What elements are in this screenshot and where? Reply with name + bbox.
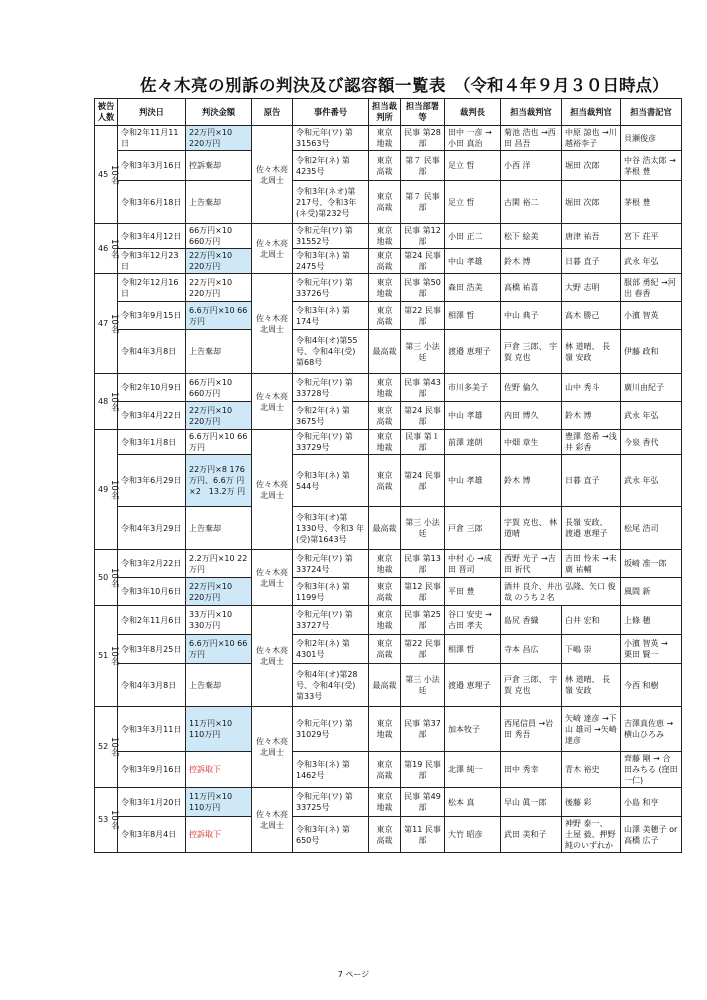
defendant-count: 10名 xyxy=(109,238,120,259)
judge-1: 田中 秀幸 xyxy=(501,752,562,788)
presiding-judge: 森田 浩美 xyxy=(445,274,501,302)
department: 第７ 民事部 xyxy=(401,181,445,224)
judge-1: 古閑 裕二 xyxy=(501,181,562,224)
court-name: 東京 高裁 xyxy=(369,302,401,330)
judge-1: 中畑 章生 xyxy=(501,430,562,455)
judge-2: 青木 裕史 xyxy=(562,752,621,788)
page-title: 佐々木亮の別訴の判決及び認容額一覧表 xyxy=(140,76,446,95)
court-clerk: 武永 年弘 xyxy=(621,455,682,507)
court-name: 東京 高裁 xyxy=(369,635,401,664)
group-number-label: 48 xyxy=(98,396,109,406)
case-number: 令和元年(ワ) 第31563号 xyxy=(293,126,369,151)
plaintiff: 佐々木亮 北周士 xyxy=(252,788,293,853)
case-number: 令和3年(ネ) 第544号 xyxy=(293,455,369,507)
department: 第11 民事部 xyxy=(401,817,445,853)
header-court: 担当裁判所 xyxy=(369,99,401,126)
presiding-judge: 加本牧子 xyxy=(445,707,501,752)
table-row xyxy=(95,302,682,330)
department: 民事 第１部 xyxy=(401,430,445,455)
judge-1: 松下 絵美 xyxy=(501,224,562,249)
department: 民事 第12部 xyxy=(401,224,445,249)
court-clerk: 中谷 浩太郎 →茅根 豊 xyxy=(621,151,682,181)
department: 民事 第37部 xyxy=(401,707,445,752)
judgment-date: 令和3年4月22日 xyxy=(118,402,186,430)
judgment-amount: 6.6万円×10 66万円 xyxy=(186,635,252,664)
department: 第24 民事部 xyxy=(401,402,445,430)
table-row xyxy=(95,788,682,817)
judgment-amount: 2.2万円×10 22万円 xyxy=(186,550,252,578)
judge-1: 寺本 昌広 xyxy=(501,635,562,664)
header-defendant-count: 被告人数 xyxy=(95,99,118,126)
table-row xyxy=(95,374,682,402)
court-name: 東京 地裁 xyxy=(369,274,401,302)
group-number-label: 51 xyxy=(98,651,109,661)
group-number-label: 50 xyxy=(98,572,109,582)
judgment-amount: 22万円×10 220万円 xyxy=(186,274,252,302)
group-number xyxy=(95,224,118,274)
plaintiff: 佐々木亮 北周士 xyxy=(252,550,293,606)
defendant-count: 10名 xyxy=(109,567,120,588)
department: 第22 民事部 xyxy=(401,635,445,664)
department: 第12 民事部 xyxy=(401,578,445,606)
judgment-amount: 控訴取下 xyxy=(186,817,252,853)
presiding-judge: 渡邉 恵理子 xyxy=(445,330,501,374)
judgment-date: 令和3年2月22日 xyxy=(118,550,186,578)
judgment-date: 令和4年3月29日 xyxy=(118,507,186,550)
court-clerk: 山澤 美穂子 or高橋 広子 xyxy=(621,817,682,853)
department: 第24 民事部 xyxy=(401,455,445,507)
judgment-amount: 22万円×10 220万円 xyxy=(186,402,252,430)
header-judge-1: 担当裁判官 xyxy=(501,99,562,126)
group-number-label: 46 xyxy=(98,243,109,253)
court-clerk: 武永 年弘 xyxy=(621,249,682,274)
header-judge-2: 担当裁判官 xyxy=(562,99,621,126)
court-clerk: 松尾 浩司 xyxy=(621,507,682,550)
table-row xyxy=(95,330,682,374)
judgment-date: 令和3年9月15日 xyxy=(118,302,186,330)
court-name: 東京 地裁 xyxy=(369,606,401,635)
court-clerk: 小濱 智英 → 栗田 賢一 xyxy=(621,635,682,664)
table-row xyxy=(95,550,682,578)
header-judgment-date: 判決日 xyxy=(118,99,186,126)
judgment-date: 令和3年4月12日 xyxy=(118,224,186,249)
header-row xyxy=(95,99,682,126)
title-row xyxy=(0,70,707,98)
table-body xyxy=(95,126,682,853)
court-clerk: 風間 新 xyxy=(621,578,682,606)
judge-1: 戸倉 三郎、 宇賀 克也 xyxy=(501,330,562,374)
presiding-judge: 平田 豊 xyxy=(445,578,501,606)
judge-2: 豊澤 悠希 →浅井 彩香 xyxy=(562,430,621,455)
judgment-amount: 6.6万円×10 66万円 xyxy=(186,430,252,455)
presiding-judge: 中山 孝雄 xyxy=(445,249,501,274)
court-name: 東京 高裁 xyxy=(369,578,401,606)
plaintiff: 佐々木亮 北周士 xyxy=(252,126,293,224)
case-number: 令和元年(ワ) 第31552号 xyxy=(293,224,369,249)
group-number xyxy=(95,788,118,853)
judgment-amount: 控訴取下 xyxy=(186,752,252,788)
judge-1: 西野 光子 →吉田 祈代 xyxy=(501,550,562,578)
court-name: 東京 地裁 xyxy=(369,550,401,578)
group-number-label: 49 xyxy=(98,484,109,494)
presiding-judge: 小田 正二 xyxy=(445,224,501,249)
court-clerk: 服部 勇紀 →河出 春香 xyxy=(621,274,682,302)
plaintiff: 佐々木亮 北周士 xyxy=(252,606,293,707)
header-clerk: 担当書記官 xyxy=(621,99,682,126)
court-clerk: 坂崎 准一郎 xyxy=(621,550,682,578)
judge-2: 中原 諒也 →川越裕李子 xyxy=(562,126,621,151)
court-name: 東京 高裁 xyxy=(369,817,401,853)
plaintiff: 佐々木亮 北周士 xyxy=(252,430,293,550)
court-clerk: 伊藤 政和 xyxy=(621,330,682,374)
judgment-amount: 22万円×10 220万円 xyxy=(186,578,252,606)
presiding-judge: 谷口 安史 →古田 孝夫 xyxy=(445,606,501,635)
case-number: 令和3年(ネ) 第2475号 xyxy=(293,249,369,274)
header-presiding-judge: 裁判長 xyxy=(445,99,501,126)
judge-2: 堀田 次郎 xyxy=(562,181,621,224)
judgment-amount: 上告棄却 xyxy=(186,664,252,707)
court-name: 東京 地裁 xyxy=(369,430,401,455)
court-name: 東京 地裁 xyxy=(369,788,401,817)
presiding-judge: 松本 真 xyxy=(445,788,501,817)
court-name: 東京 地裁 xyxy=(369,126,401,151)
department: 民事 第13部 xyxy=(401,550,445,578)
table-row xyxy=(95,578,682,606)
case-number: 令和2年(ネ) 第3675号 xyxy=(293,402,369,430)
presiding-judge: 市川多美子 xyxy=(445,374,501,402)
court-clerk: 齊藤 剛 → 合田みちる (窪田 一仁) xyxy=(621,752,682,788)
table-row xyxy=(95,274,682,302)
court-clerk: 武永 年弘 xyxy=(621,402,682,430)
court-clerk: 吉澤真佐恵 →横山ひろみ xyxy=(621,707,682,752)
plaintiff: 佐々木亮 北周士 xyxy=(252,224,293,274)
plaintiff: 佐々木亮 北周士 xyxy=(252,274,293,374)
judgment-date: 令和3年3月11日 xyxy=(118,707,186,752)
table-row xyxy=(95,224,682,249)
department: 第三 小法廷 xyxy=(401,664,445,707)
judge-2: 後藤 彩 xyxy=(562,788,621,817)
judgment-date: 令和2年11月11日 xyxy=(118,126,186,151)
presiding-judge: 田中 一彦 →小田 真治 xyxy=(445,126,501,151)
judge-2: 鈴木 博 xyxy=(562,402,621,430)
judgment-date: 令和3年9月16日 xyxy=(118,752,186,788)
judge-1: 戸倉 三郎、 宇賀 克也 xyxy=(501,664,562,707)
court-clerk: 今西 和樹 xyxy=(621,664,682,707)
case-number: 令和元年(ワ) 第33728号 xyxy=(293,374,369,402)
court-name: 東京 地裁 xyxy=(369,707,401,752)
judgment-amount: 22万円×8 176万円、6.6万 円×2 13.2万 円 xyxy=(186,455,252,507)
court-clerk: 廣川由紀子 xyxy=(621,374,682,402)
table-row xyxy=(95,752,682,788)
judge-2: 山中 秀斗 xyxy=(562,374,621,402)
judge-1: 鈴木 博 xyxy=(501,249,562,274)
judge-1: 西尾信員 →岩田 秀吾 xyxy=(501,707,562,752)
court-clerk: 貝瀬俊彦 xyxy=(621,126,682,151)
judge-1: 鈴木 博 xyxy=(501,455,562,507)
table-row xyxy=(95,126,682,151)
table-row xyxy=(95,507,682,550)
presiding-judge: 相澤 哲 xyxy=(445,302,501,330)
presiding-judge: 相澤 哲 xyxy=(445,635,501,664)
header-department: 担当部署等 xyxy=(401,99,445,126)
case-number: 令和4年(オ)第28 号、令和4年(受) 第33号 xyxy=(293,664,369,707)
case-number: 令和元年(ワ) 第33725号 xyxy=(293,788,369,817)
judgment-date: 令和3年12月23日 xyxy=(118,249,186,274)
group-number-label: 52 xyxy=(98,742,109,752)
table-row xyxy=(95,817,682,853)
table-row xyxy=(95,606,682,635)
judgment-date: 令和3年8月4日 xyxy=(118,817,186,853)
department: 第22 民事部 xyxy=(401,302,445,330)
judge-2: 大野 志明 xyxy=(562,274,621,302)
case-number: 令和3年(ネ) 第174号 xyxy=(293,302,369,330)
judge-1: 内田 博久 xyxy=(501,402,562,430)
judge-1: 菊池 浩也 →西田 昌吾 xyxy=(501,126,562,151)
presiding-judge: 中山 孝雄 xyxy=(445,402,501,430)
court-clerk: 小島 和亨 xyxy=(621,788,682,817)
department: 第三 小法廷 xyxy=(401,507,445,550)
court-name: 東京 高裁 xyxy=(369,402,401,430)
plaintiff: 佐々木亮 北周士 xyxy=(252,374,293,430)
table-row xyxy=(95,664,682,707)
case-number: 令和3年(ネ) 第1199号 xyxy=(293,578,369,606)
judgment-amount: 66万円×10 660万円 xyxy=(186,374,252,402)
department: 民事 第28部 xyxy=(401,126,445,151)
judge-1: 島尻 香織 xyxy=(501,606,562,635)
presiding-judge: 足立 哲 xyxy=(445,151,501,181)
judgment-amount: 控訴棄却 xyxy=(186,151,252,181)
court-clerk: 今泉 香代 xyxy=(621,430,682,455)
table-row xyxy=(95,455,682,507)
case-number: 令和元年(ワ) 第33729号 xyxy=(293,430,369,455)
presiding-judge: 北澤 純一 xyxy=(445,752,501,788)
table-row xyxy=(95,430,682,455)
judgment-date: 令和3年3月16日 xyxy=(118,151,186,181)
judge-2: 堀田 次郎 xyxy=(562,151,621,181)
defendant-count: 10名 xyxy=(109,391,120,412)
header-case-number: 事件番号 xyxy=(293,99,369,126)
group-number xyxy=(95,707,118,788)
judge-2: 林 道晴、 長嶺 安政 xyxy=(562,330,621,374)
judge-2: 神野 泰一、 土屋 毅、押野 純のいずれか xyxy=(562,817,621,853)
judge-2: 吉田 怜未 →末廣 祐輔 xyxy=(562,550,621,578)
judgment-date: 令和3年1月8日 xyxy=(118,430,186,455)
judgment-amount: 上告棄却 xyxy=(186,181,252,224)
judgment-table xyxy=(94,98,682,853)
judgment-amount: 33万円×10 330万円 xyxy=(186,606,252,635)
department: 民事 第50部 xyxy=(401,274,445,302)
court-clerk: 小濱 智英 xyxy=(621,302,682,330)
judgment-amount: 66万円×10 660万円 xyxy=(186,224,252,249)
defendant-count: 10名 xyxy=(109,810,120,830)
court-clerk: 上條 穂 xyxy=(621,606,682,635)
judge-1: 宇賀 克也、 林 道晴 xyxy=(501,507,562,550)
case-number: 令和元年(ワ) 第33724号 xyxy=(293,550,369,578)
table-row xyxy=(95,181,682,224)
defendant-count: 10名 xyxy=(109,479,120,500)
header-plaintiff: 原告 xyxy=(252,99,293,126)
group-number xyxy=(95,430,118,550)
case-number: 令和3年(ネ) 第1462号 xyxy=(293,752,369,788)
judge-1: 小西 洋 xyxy=(501,151,562,181)
group-number-label: 47 xyxy=(98,318,109,328)
court-name: 東京 地裁 xyxy=(369,374,401,402)
judge-2: 白井 宏和 xyxy=(562,606,621,635)
group-number xyxy=(95,550,118,606)
case-number: 令和2年(ネ) 第4235号 xyxy=(293,151,369,181)
court-name: 最高裁 xyxy=(369,330,401,374)
case-number: 令和元年(ワ) 第33727号 xyxy=(293,606,369,635)
case-number: 令和元年(ワ) 第33726号 xyxy=(293,274,369,302)
department: 第19 民事部 xyxy=(401,752,445,788)
judgment-date: 令和3年6月29日 xyxy=(118,455,186,507)
group-number xyxy=(95,274,118,374)
judge-1: 武田 美和子 xyxy=(501,817,562,853)
judgment-amount: 22万円×10 220万円 xyxy=(186,126,252,151)
judge-1: 中山 典子 xyxy=(501,302,562,330)
court-name: 東京 地裁 xyxy=(369,224,401,249)
court-name: 東京 高裁 xyxy=(369,151,401,181)
judge-1: 佐野 倫久 xyxy=(501,374,562,402)
judge-2: 日暮 直子 xyxy=(562,249,621,274)
presiding-judge: 足立 哲 xyxy=(445,181,501,224)
judgment-amount: 6.6万円×10 66万円 xyxy=(186,302,252,330)
judgment-date: 令和3年6月18日 xyxy=(118,181,186,224)
judgment-date: 令和4年3月8日 xyxy=(118,664,186,707)
court-name: 東京 高裁 xyxy=(369,181,401,224)
judgment-date: 令和3年1月20日 xyxy=(118,788,186,817)
judge-1: 高橋 祐喜 xyxy=(501,274,562,302)
case-number: 令和3年(ネ) 第650号 xyxy=(293,817,369,853)
court-name: 東京 高裁 xyxy=(369,752,401,788)
department: 第７ 民事部 xyxy=(401,151,445,181)
judgment-amount: 11万円×10 110万円 xyxy=(186,707,252,752)
judgment-amount: 上告棄却 xyxy=(186,330,252,374)
group-number xyxy=(95,374,118,430)
page-number: 7 ページ xyxy=(337,970,370,979)
judge-2: 高木 勝己 xyxy=(562,302,621,330)
judge-2: 下嶋 崇 xyxy=(562,635,621,664)
judge-1: 酒井 良介、井出 弘隆、矢口 俊哉 のうち２名 xyxy=(501,578,621,606)
defendant-count: 10名 xyxy=(109,737,120,757)
table-row xyxy=(95,707,682,752)
case-number: 令和4年(オ)第55 号、令和4年(受) 第68号 xyxy=(293,330,369,374)
presiding-judge: 中山 孝雄 xyxy=(445,455,501,507)
presiding-judge: 大竹 昭彦 xyxy=(445,817,501,853)
department: 民事 第49部 xyxy=(401,788,445,817)
defendant-count: 10名 xyxy=(109,164,120,185)
judgment-date: 令和4年3月8日 xyxy=(118,330,186,374)
court-name: 最高裁 xyxy=(369,664,401,707)
judgment-date: 令和3年10月6日 xyxy=(118,578,186,606)
department: 民事 第43部 xyxy=(401,374,445,402)
case-number: 令和元年(ワ) 第31029号 xyxy=(293,707,369,752)
presiding-judge: 前澤 達朗 xyxy=(445,430,501,455)
presiding-judge: 渡邉 恵理子 xyxy=(445,664,501,707)
judgment-amount: 上告棄却 xyxy=(186,507,252,550)
defendant-count: 10名 xyxy=(109,313,120,334)
department: 第24 民事部 xyxy=(401,249,445,274)
judge-1: 早山 眞一郎 xyxy=(501,788,562,817)
table-row xyxy=(95,249,682,274)
court-name: 東京 高裁 xyxy=(369,455,401,507)
judgment-date: 令和2年10月9日 xyxy=(118,374,186,402)
judgment-date: 令和2年11月6日 xyxy=(118,606,186,635)
judgment-amount: 11万円×10 110万円 xyxy=(186,788,252,817)
judgment-amount: 22万円×10 220万円 xyxy=(186,249,252,274)
group-number-label: 45 xyxy=(98,169,109,179)
judgment-date: 令和3年8月25日 xyxy=(118,635,186,664)
as-of-date: （令和４年９月３０日時点） xyxy=(454,76,669,95)
judge-2: 矢崎 達彦 →下山 雄司 →矢崎 達彦 xyxy=(562,707,621,752)
court-name: 最高裁 xyxy=(369,507,401,550)
presiding-judge: 戸倉 三郎 xyxy=(445,507,501,550)
defendant-count: 10名 xyxy=(109,646,120,666)
case-number: 令和3年(オ)第 1330号、令和3 年(受)第1643号 xyxy=(293,507,369,550)
department: 第三 小法廷 xyxy=(401,330,445,374)
court-clerk: 宮下 荘平 xyxy=(621,224,682,249)
case-number: 令和2年(ネ) 第4301号 xyxy=(293,635,369,664)
court-name: 東京 高裁 xyxy=(369,249,401,274)
judge-2: 日暮 直子 xyxy=(562,455,621,507)
court-clerk: 茅根 豊 xyxy=(621,181,682,224)
judgment-date: 令和2年12月16日 xyxy=(118,274,186,302)
table-row xyxy=(95,635,682,664)
table-row xyxy=(95,151,682,181)
judge-2: 長嶺 安政、 渡邉 恵理子 xyxy=(562,507,621,550)
header-judgment-amount: 判決金額 xyxy=(186,99,252,126)
plaintiff: 佐々木亮 北周士 xyxy=(252,707,293,788)
group-number xyxy=(95,606,118,707)
group-number xyxy=(95,126,118,224)
case-number: 令和3年(ネオ)第 217号、令和3年 (ネ受)第232号 xyxy=(293,181,369,224)
group-number-label: 53 xyxy=(98,815,109,825)
department: 民事 第25部 xyxy=(401,606,445,635)
judge-2: 林 道晴、 長嶺 安政 xyxy=(562,664,621,707)
table-row xyxy=(95,402,682,430)
judge-2: 唐津 祐吾 xyxy=(562,224,621,249)
presiding-judge: 中村 心 →成田 晋司 xyxy=(445,550,501,578)
